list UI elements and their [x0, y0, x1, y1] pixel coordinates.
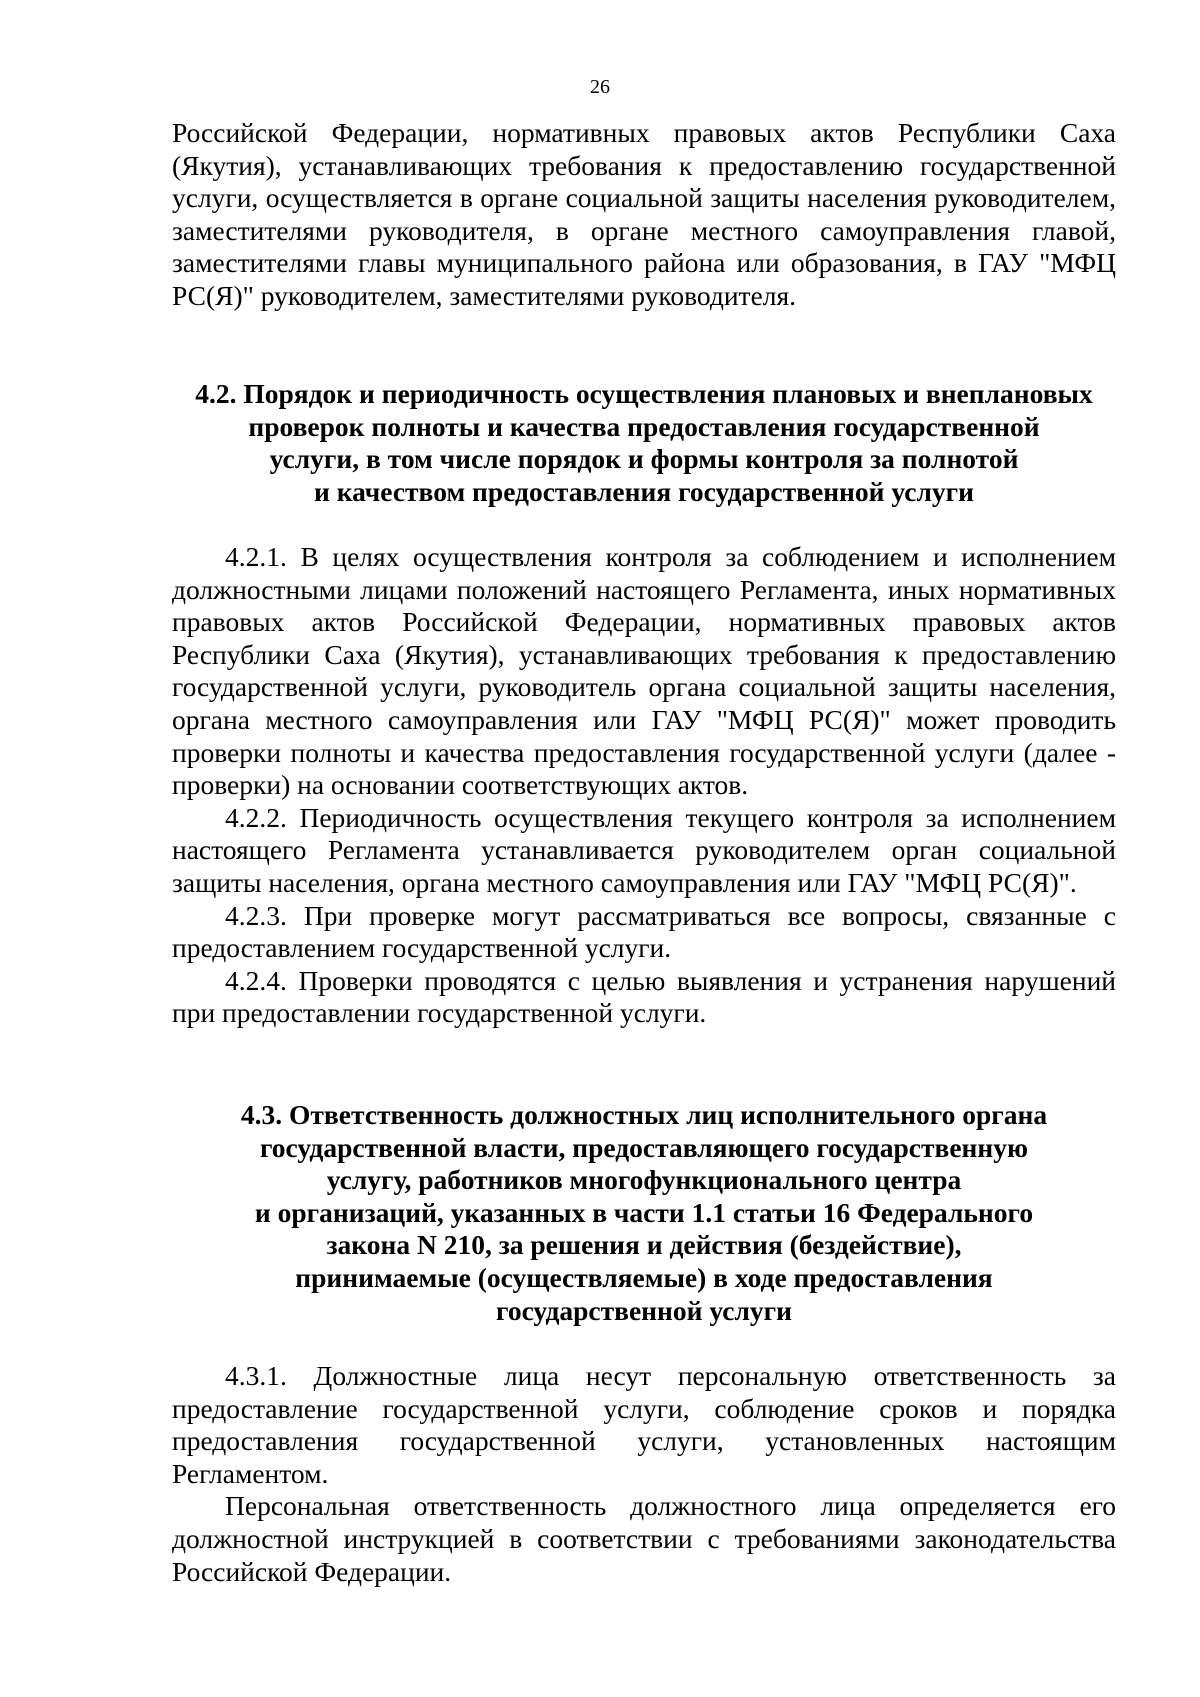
section-4-3-heading-line: принимаемые (осуществляемые) в ходе предоставления — [295, 1261, 993, 1293]
section-4-3-heading — [172, 1099, 1116, 1327]
section-4-3-heading-line: государственной услуги — [496, 1294, 792, 1326]
section-4-3-heading-line: 4.3. Ответственность должностных лиц исполнительного органа — [240, 1099, 1048, 1130]
paragraph-4-2-3: 4.2.3. При проверке могут рассматриваться все вопросы, связанные с предоставлением государственной услуги. — [172, 899, 1116, 964]
paragraph-4-2-4: 4.2.4. Проверки проводятся с целью выявления и устранения нарушений при предоставлении государственной услуги. — [172, 964, 1116, 1029]
section-4-3-heading-line: и организаций, указанных в части 1.1 статьи 16 Федерального — [254, 1196, 1034, 1228]
section-4-2-heading-line: услуги, в том числе порядок и формы контроля за полнотой — [269, 443, 1019, 475]
intro-paragraph-block — [172, 117, 1116, 313]
page-number: 26 — [590, 76, 610, 98]
paragraph-4-2-1: 4.2.1. В целях осуществления контроля за соблюдением и исполнением должностными лицами положений настоящего Регламента, иных нормативных правовых актов Российской Федерации, нормативных правовых актов Республики Саха (Якутия), устанавливающих требования к предоставлению государственной услуги, руководитель органа социальной защиты населения, органа местного самоуправления или ГАУ "МФЦ РС(Я)" может проводить проверки полноты и качества предоставления государственной услуги (далее - проверки) на основании соответствующих актов. — [172, 541, 1116, 801]
section-4-3-heading-line: услугу, работников многофункционального центра — [326, 1164, 962, 1196]
section-4-2-heading — [172, 378, 1116, 508]
section-4-2-body — [172, 541, 1116, 1030]
section-4-3-heading-line: закона N 210, за решения и действия (бездействие), — [326, 1229, 962, 1261]
paragraph-4-3-1: 4.3.1. Должностные лица несут персональную ответственность за предоставление государственной услуги, соблюдение сроков и порядка предоставления государственной услуги, установленных настоящим Регламентом. — [172, 1360, 1116, 1489]
section-4-3-body — [172, 1360, 1116, 1588]
section-4-2-heading-line: 4.2. Порядок и периодичность осуществления плановых и внеплановых — [195, 378, 1093, 409]
section-4-2-heading-line: проверок полноты и качества предоставления государственной — [248, 410, 1040, 442]
paragraph-personal-responsibility: Персональная ответственность должностного лица определяется его должностной инструкцией в соответствии с требованиями законодательства Российской Федерации. — [172, 1490, 1116, 1587]
intro-paragraph: Российской Федерации, нормативных правовых актов Республики Саха (Якутия), устанавливающих требования к предоставлению государственной услуги, осуществляется в органе социальной защиты населения руководителем, заместителями руководителя, в органе местного самоуправления главой, заместителями главы муниципального района или образования, в ГАУ "МФЦ РС(Я)" руководителем, заместителями руководителя. — [172, 117, 1116, 311]
paragraph-4-2-2: 4.2.2. Периодичность осуществления текущего контроля за исполнением настоящего Регламента устанавливается руководителем орган социальной защиты населения, органа местного самоуправления или ГАУ "МФЦ РС(Я)". — [172, 801, 1116, 898]
section-4-3-heading-line: государственной власти, предоставляющего государственную — [260, 1131, 1028, 1163]
section-4-2-heading-line: и качеством предоставления государственной услуги — [314, 475, 974, 507]
